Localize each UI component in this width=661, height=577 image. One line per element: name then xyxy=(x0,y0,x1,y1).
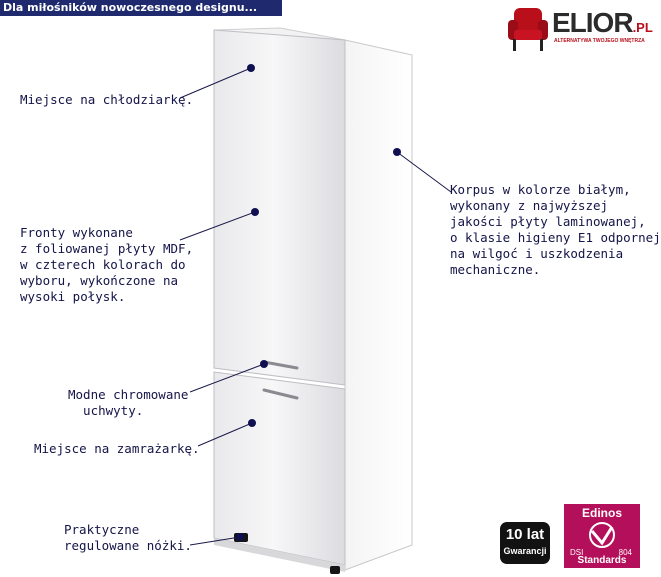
freezer-door xyxy=(214,372,345,565)
warranty-years: 10 lat xyxy=(505,526,545,543)
body-marker xyxy=(393,148,401,156)
edinos-standards: Standards xyxy=(577,555,627,566)
edinos-name: Edinos xyxy=(581,506,622,520)
edinos-number: 804 xyxy=(618,548,632,557)
cabinet-side xyxy=(345,40,412,570)
logo-tagline: ALTERNATYWA TWOJEGO WNĘTRZA xyxy=(554,38,645,44)
edinos-dsi: DSI xyxy=(570,548,584,557)
edinos-badge xyxy=(564,504,640,568)
warranty-badge xyxy=(500,522,550,564)
back-leg xyxy=(330,566,340,574)
callout-handles: Modne chromowane uchwyty. xyxy=(68,387,189,418)
leg-marker xyxy=(236,533,244,541)
callout-freezer: Miejsce na zamrażarkę. xyxy=(34,441,200,456)
fridge-door xyxy=(214,30,345,385)
handle-marker xyxy=(260,360,268,368)
logo-wordmark: ELIOR.PL xyxy=(552,7,653,38)
callout-body: Korpus w kolorze białym, wykonany z najwyższej jakości płyty laminowanej, o klasie higieny E1 odpornej na wilgoć i uszkodzenia mechaniczne. xyxy=(450,182,661,277)
callout-fridge: Miejsce na chłodziarkę. xyxy=(20,92,194,107)
checkmark-emblem-icon xyxy=(582,521,622,549)
warranty-label: Gwarancji xyxy=(503,546,547,556)
fridge-marker xyxy=(247,64,255,72)
callout-fronts: Fronty wykonane z foliowanej płyty MDF, w czterech kolorach do wyboru, wykończone na wysoki połysk. xyxy=(20,225,194,304)
header-banner: Dla miłośników nowoczesnego designu... xyxy=(0,0,282,16)
callout-legs: Praktyczne regulowane nóżki. xyxy=(64,522,192,553)
front-marker xyxy=(251,208,259,216)
freezer-marker xyxy=(248,419,256,427)
